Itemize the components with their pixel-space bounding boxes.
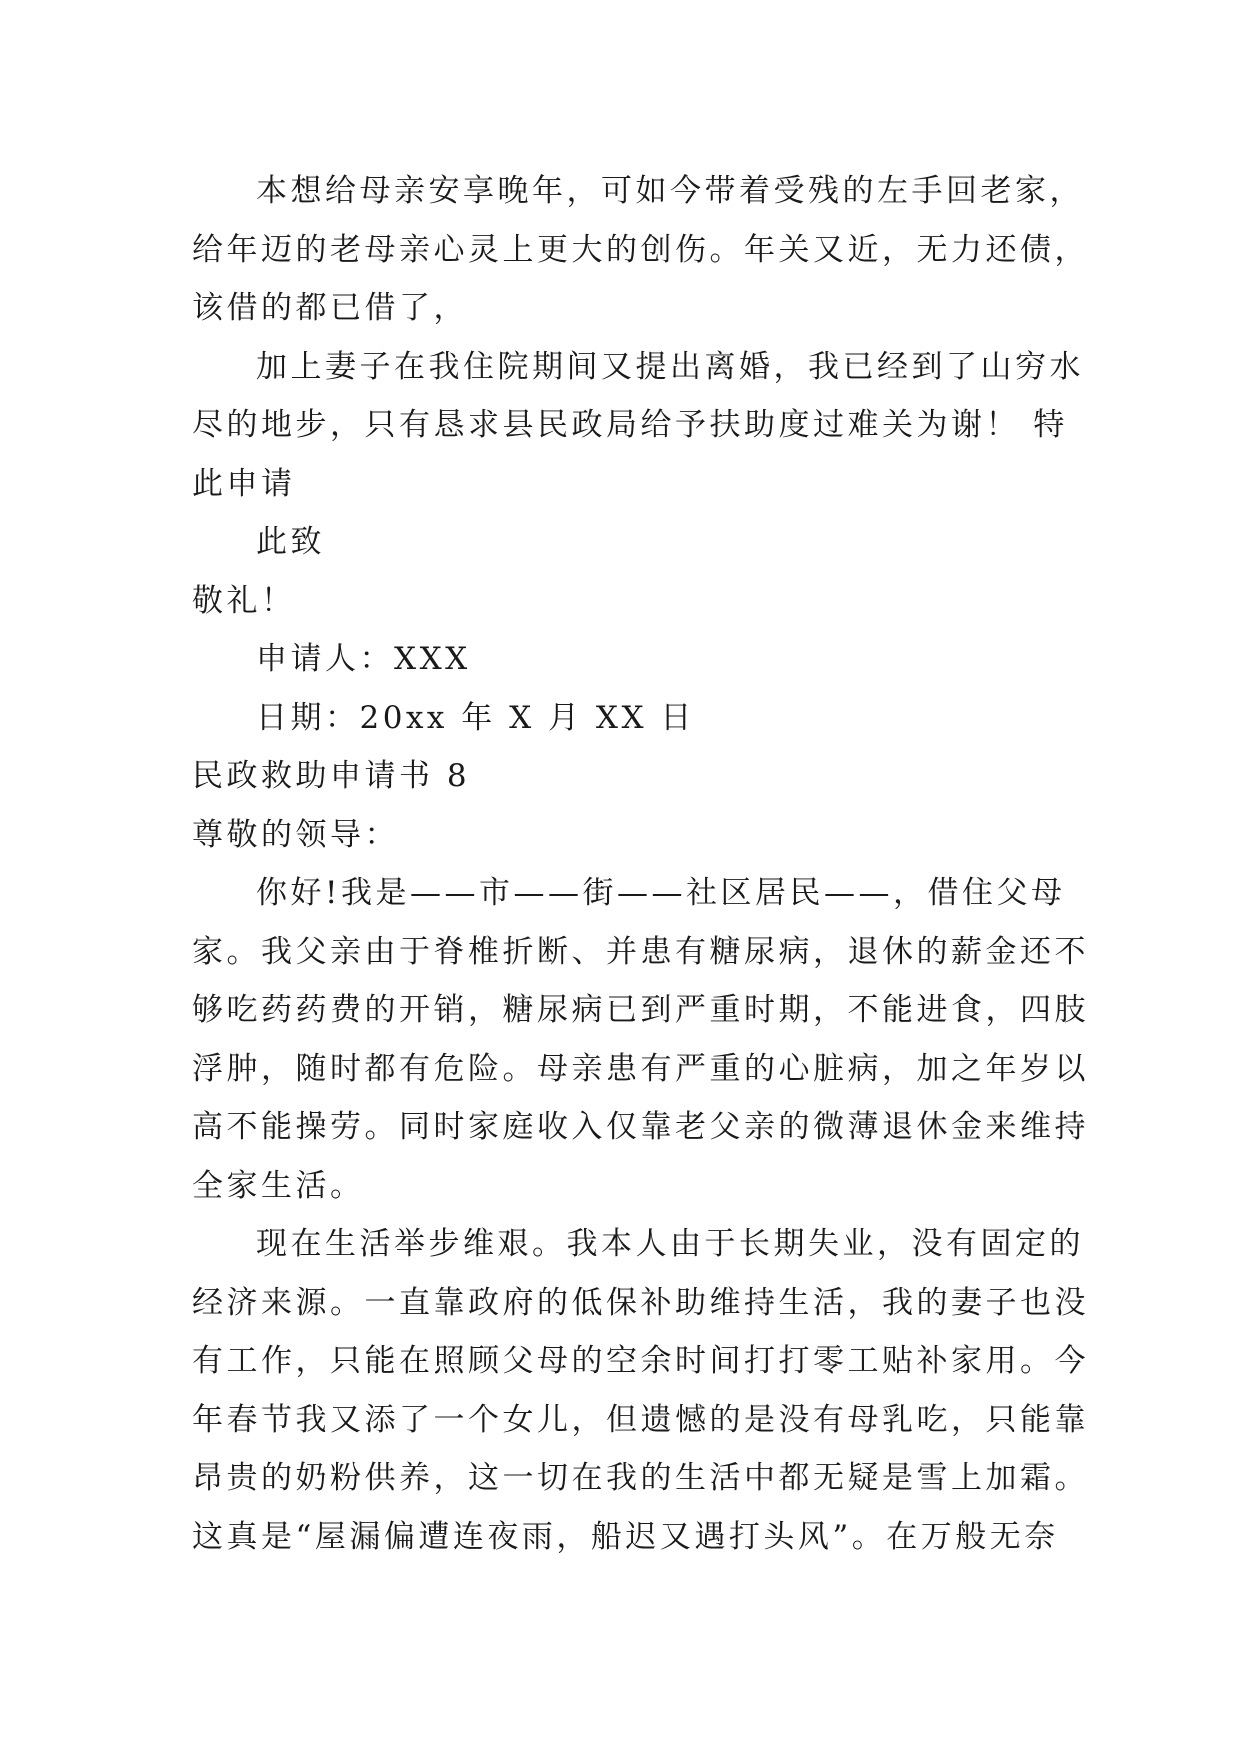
greeting: 尊敬的领导： xyxy=(192,816,399,853)
document-body xyxy=(192,162,1089,1566)
text-line: 浮肿，随时都有危险。母亲患有严重的心脏病，加之年岁以 xyxy=(192,1050,1089,1087)
text-line: 加上妻子在我住院期间又提出离婚，我已经到了山穷水 xyxy=(256,348,1084,385)
text-line: 年春节我又添了一个女儿，但遗憾的是没有母乳吃，只能靠 xyxy=(192,1401,1089,1438)
text-line: 这真是“屋漏偏遭连夜雨，船迟又遇打头风”。在万般无奈 xyxy=(192,1518,1059,1555)
closing-salutation: 此致 xyxy=(256,524,325,560)
text-line: 该借的都已借了， xyxy=(192,290,468,326)
text-line: 尽的地步，只有恳求县民政局给予扶助度过难关为谢！ 特 xyxy=(192,407,1068,443)
closing-respect: 敬礼！ xyxy=(192,582,296,619)
text-line: 给年迈的老母亲心灵上更大的创伤。年关又近，无力还债， xyxy=(192,231,1089,268)
text-line: 你好!我是——市——街——社区居民——，借住父母 xyxy=(256,875,1066,911)
text-line: 经济来源。一直靠政府的低保补助维持生活，我的妻子也没 xyxy=(192,1284,1089,1321)
text-line: 够吃药药费的开销，糖尿病已到严重时期，不能进食，四肢 xyxy=(192,992,1089,1028)
text-line: 昂贵的奶粉供养，这一切在我的生活中都无疑是雪上加霜。 xyxy=(192,1460,1089,1496)
text-line: 高不能操劳。同时家庭收入仅靠老父亲的微薄退休金来维持 xyxy=(192,1109,1089,1145)
applicant-line: 申请人：XXX xyxy=(256,641,471,677)
section-title: 民政救助申请书 8 xyxy=(192,758,471,794)
text-line: 有工作，只能在照顾父母的空余时间打打零工贴补家用。今 xyxy=(192,1343,1089,1379)
text-line: 家。我父亲由于脊椎折断、并患有糖尿病，退休的薪金还不 xyxy=(192,933,1089,970)
text-line: 此申请 xyxy=(192,465,296,502)
text-line: 本想给母亲安享晚年，可如今带着受残的左手回老家， xyxy=(256,173,1084,209)
text-line: 全家生活。 xyxy=(192,1167,365,1204)
text-line: 现在生活举步维艰。我本人由于长期失业，没有固定的 xyxy=(256,1226,1084,1262)
date-line: 日期：20xx 年 X 月 XX 日 xyxy=(256,699,695,736)
